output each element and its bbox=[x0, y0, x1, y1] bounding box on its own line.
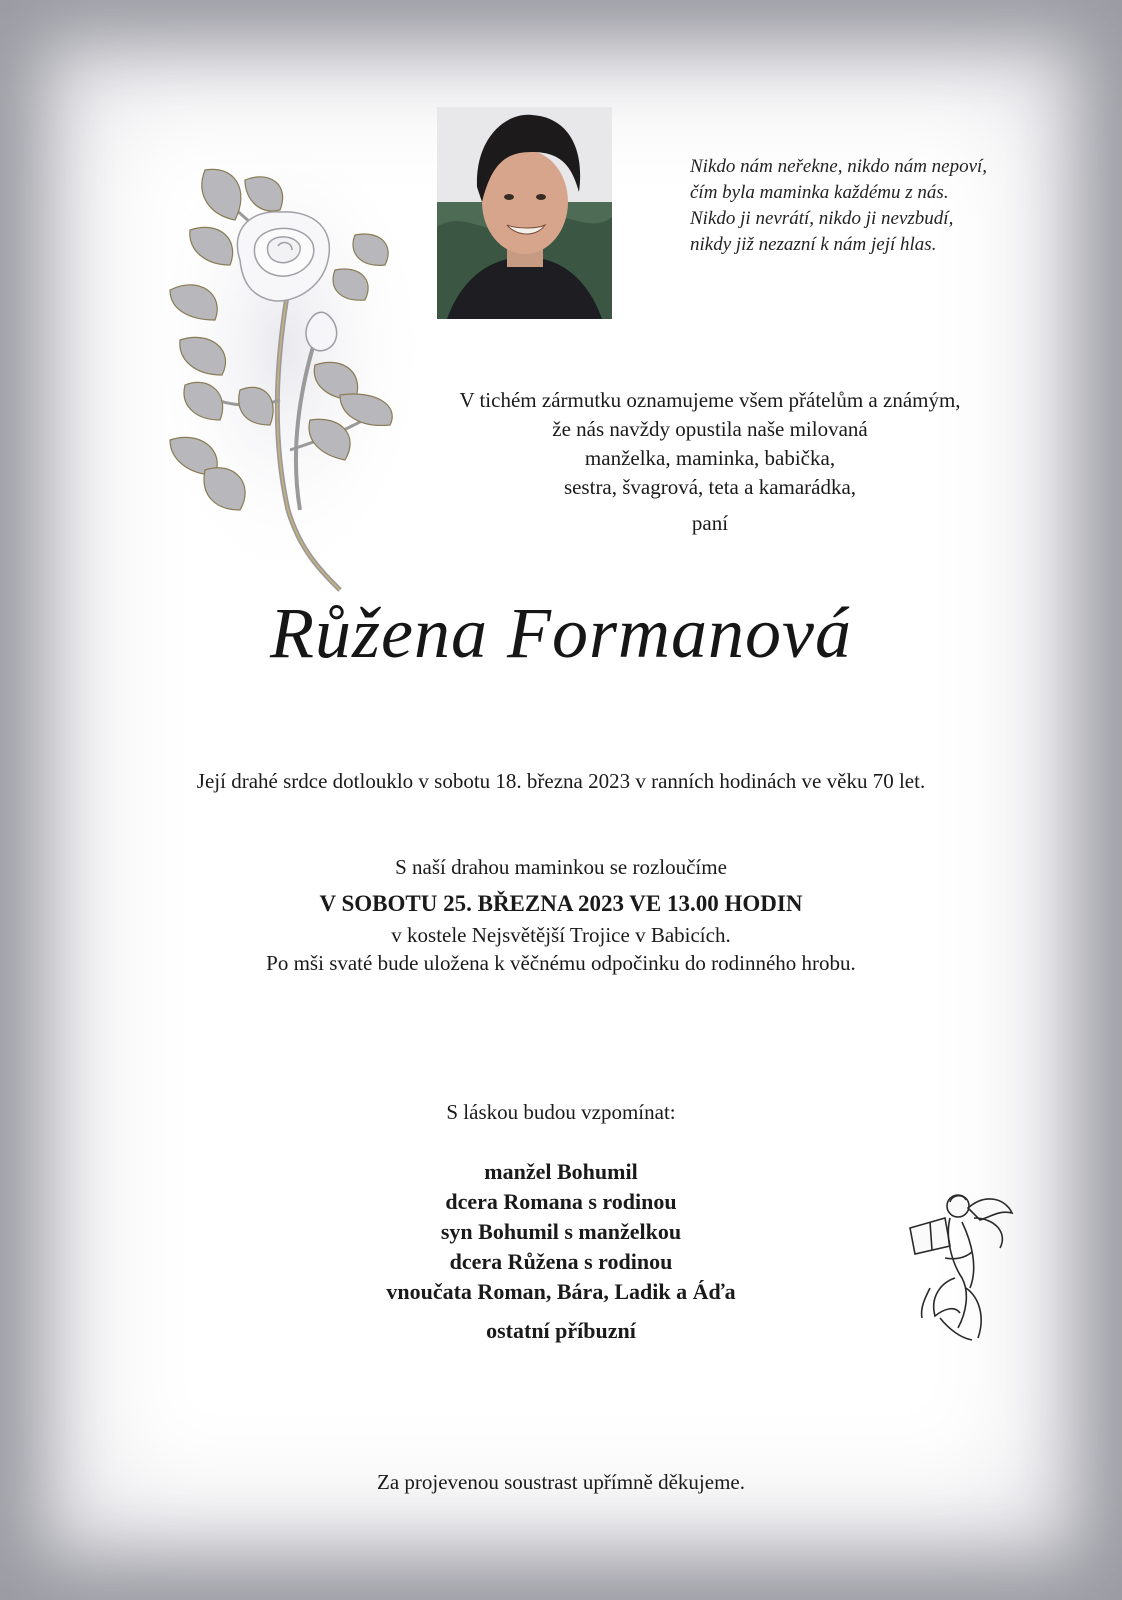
farewell-datetime: V SOBOTU 25. BŘEZNA 2023 VE 13.00 HODIN bbox=[319, 891, 803, 916]
farewell-section bbox=[0, 853, 1122, 977]
family-member: manžel Bohumil bbox=[484, 1159, 638, 1184]
farewell-burial: Po mši svaté bude uložena k věčnému odpočinku do rodinného hrobu. bbox=[266, 951, 856, 975]
poem bbox=[690, 154, 1090, 258]
family-others: ostatní příbuzní bbox=[486, 1318, 636, 1343]
poem-line: Nikdo nám neřekne, nikdo nám nepoví, bbox=[690, 156, 988, 177]
angel-icon bbox=[900, 1188, 1020, 1348]
announcement-line: manželka, maminka, babička, bbox=[584, 446, 836, 470]
portrait-photo bbox=[437, 107, 612, 319]
poem-line: Nikdo ji nevrátí, nikdo ji nevzbudí, bbox=[690, 208, 954, 229]
death-notice: Její drahé srdce dotlouklo v sobotu 18. března 2023 v ranních hodinách ve věku 70 let. bbox=[196, 769, 926, 793]
deceased-name: Růžena Formanová bbox=[270, 593, 852, 673]
thanks-note: Za projevenou soustrast upřímně děkujeme. bbox=[377, 1470, 745, 1494]
announcement-line: že nás navždy opustila naše milovaná bbox=[552, 417, 868, 441]
announcement-line: V tichém zármutku oznamujeme všem přátelům a známým, bbox=[459, 388, 961, 412]
farewell-intro: S naší drahou maminkou se rozloučíme bbox=[395, 855, 727, 879]
family-member: dcera Růžena s rodinou bbox=[449, 1249, 673, 1274]
family-member: syn Bohumil s manželkou bbox=[440, 1219, 682, 1244]
poem-line: nikdy již nezazní k nám její hlas. bbox=[690, 234, 937, 255]
honorific: paní bbox=[691, 511, 729, 535]
family-member: dcera Romana s rodinou bbox=[445, 1189, 677, 1214]
farewell-place: v kostele Nejsvětější Trojice v Babicích. bbox=[391, 923, 731, 947]
family-member: vnoučata Roman, Bára, Ladik a Áďa bbox=[386, 1279, 736, 1304]
remembrance-intro: S láskou budou vzpomínat: bbox=[446, 1100, 676, 1124]
poem-line: čím byla maminka každému z nás. bbox=[690, 182, 949, 203]
announcement-line: sestra, švagrová, teta a kamarádka, bbox=[563, 475, 857, 499]
announcement bbox=[400, 386, 1020, 502]
rose-icon bbox=[150, 150, 420, 610]
